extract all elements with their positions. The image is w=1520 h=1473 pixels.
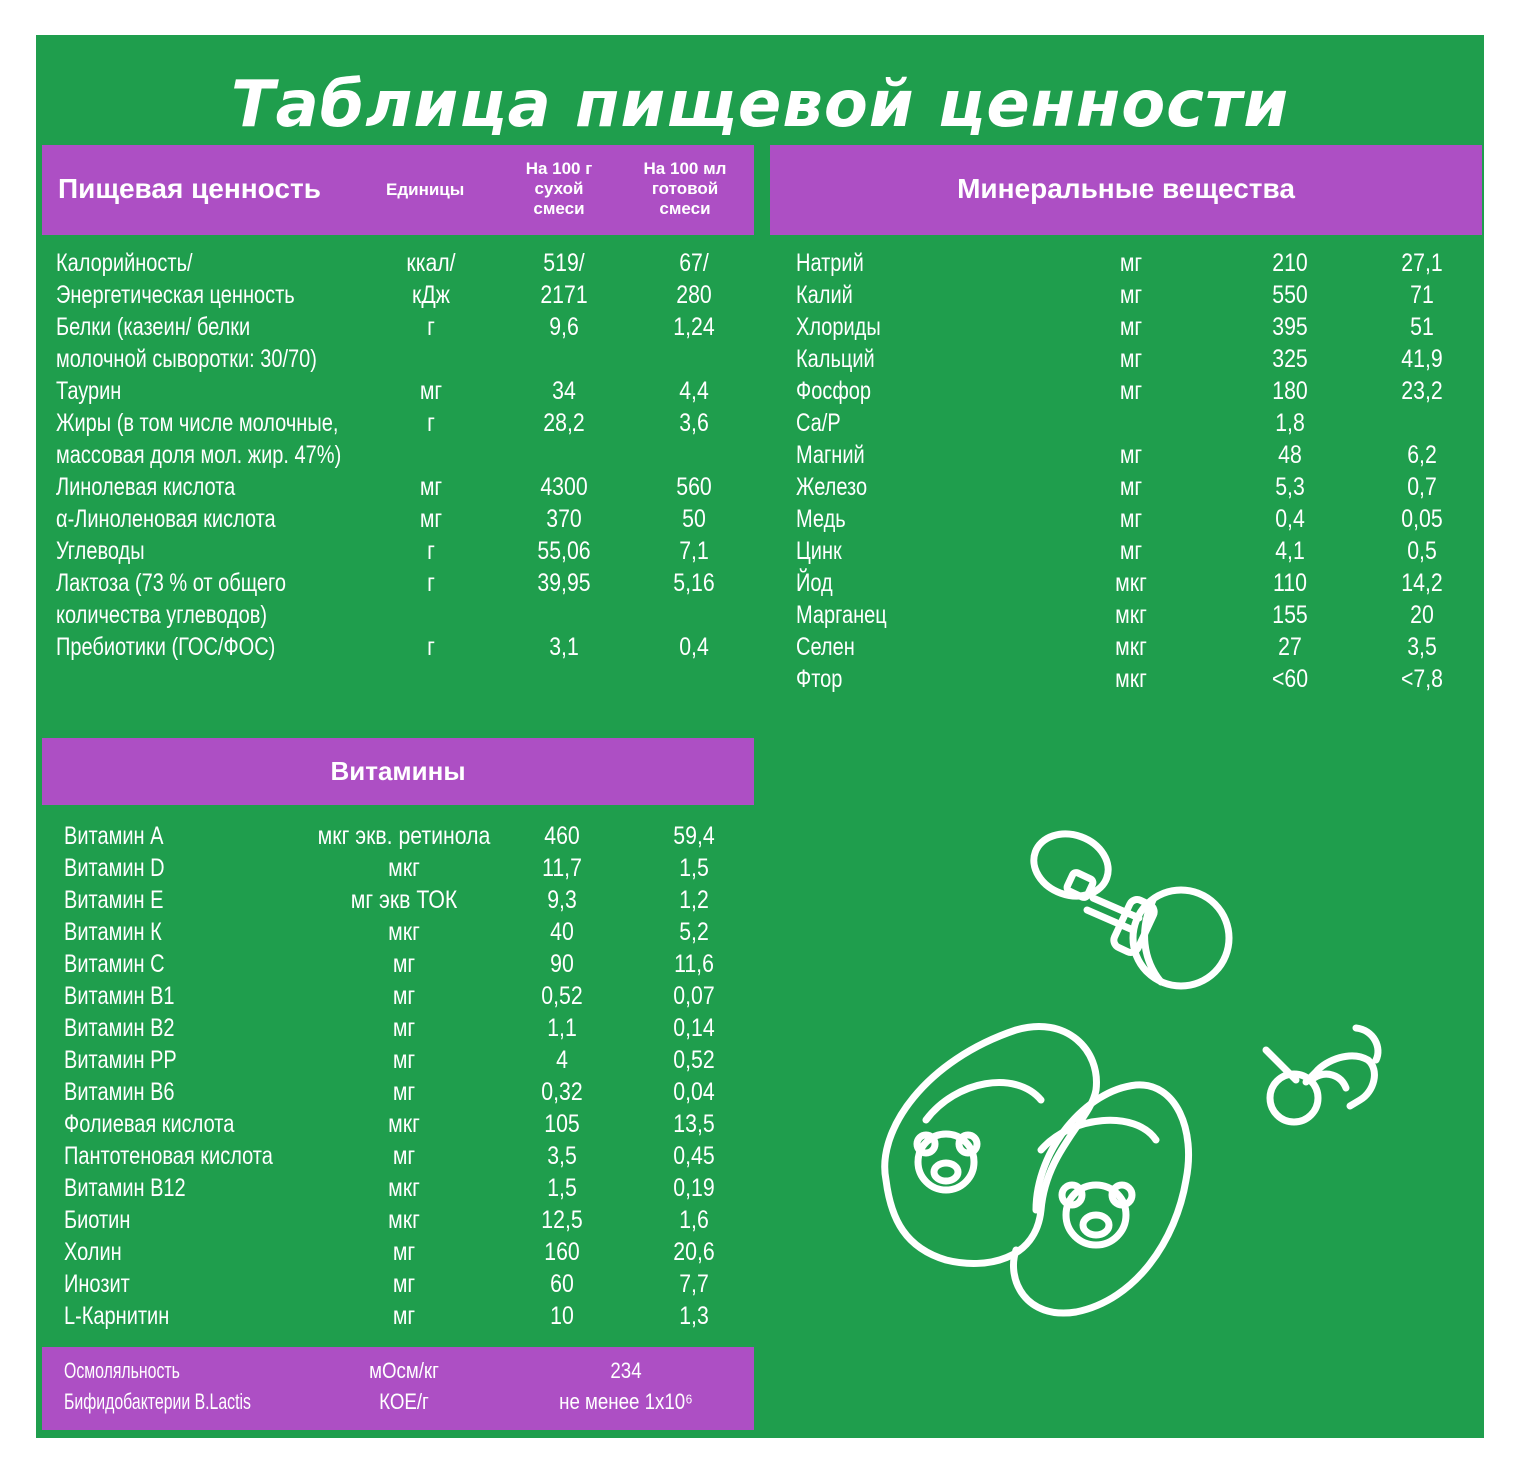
- baby-shoes-icon: [866, 1020, 1196, 1320]
- mineral-row-unit: мкг: [1115, 601, 1147, 629]
- vitamin-row-per100ml: 0,19: [673, 1174, 715, 1202]
- vitamin-row-per100ml: 0,04: [673, 1078, 715, 1106]
- vitamin-row-name: Фолиевая кислота: [64, 1110, 235, 1138]
- nutrition-row-per100ml: 50: [682, 505, 706, 533]
- nutrition-row-per100g: 370: [546, 505, 582, 533]
- nutrition-row-name: Таурин: [56, 377, 122, 405]
- nutrition-row-per100g: 39,95: [537, 569, 591, 597]
- vitamin-row-name: Инозит: [64, 1270, 130, 1298]
- vitamin-row-unit: мг: [392, 1142, 416, 1170]
- vitamin-row-per100g: 0,52: [541, 982, 583, 1010]
- vitamin-row-name: Витамин В1: [64, 982, 175, 1010]
- nutrition-row-name: Энергетическая ценность: [56, 281, 295, 309]
- vitamin-row-per100ml: 13,5: [673, 1110, 715, 1138]
- nutrition-row-unit: мг: [419, 505, 443, 533]
- vitamin-row-per100g: 0,32: [541, 1078, 583, 1106]
- nutrition-row-name: Линолевая кислота: [56, 473, 236, 501]
- nutrition-row-name: Белки (казеин/ белки: [56, 313, 251, 341]
- vitamin-row-name: L-Карнитин: [64, 1302, 170, 1330]
- nutrition-row-name: Жиры (в том числе молочные,: [56, 409, 339, 437]
- nutrition-row-per100g: 34: [552, 377, 576, 405]
- per100ml-line-1: На 100 мл: [643, 159, 727, 178]
- nutrition-row-unit: г: [427, 313, 435, 341]
- nutrition-row-per100ml: 5,16: [673, 569, 715, 597]
- vitamin-row-per100g: 4: [556, 1046, 568, 1074]
- mineral-row-per100ml: 41,9: [1401, 345, 1443, 373]
- vitamin-row-per100g: 11,7: [542, 854, 582, 882]
- vitamin-row-per100ml: 59,4: [673, 822, 715, 850]
- mineral-row-name: Натрий: [796, 249, 864, 277]
- mineral-row-unit: мг: [1119, 441, 1143, 469]
- vitamin-row-unit: мг: [392, 1014, 416, 1042]
- nutrition-row-unit: г: [427, 409, 435, 437]
- vitamin-row-unit: мг: [392, 1046, 416, 1074]
- per100ml-line-3: смеси: [659, 199, 711, 218]
- mineral-row-per100ml: 6,2: [1407, 441, 1437, 469]
- vitamins-header-title: Витамины: [330, 756, 466, 786]
- nutrition-row-name: Пребиотики (ГОС/ФОС): [56, 633, 276, 661]
- nutrition-row-per100ml: 67/: [679, 249, 709, 277]
- mineral-row-name: Йод: [796, 569, 833, 597]
- vitamin-row-per100g: 60: [550, 1270, 574, 1298]
- vitamin-row-per100g: 160: [544, 1238, 580, 1266]
- mineral-row-name: Железо: [796, 473, 868, 501]
- nutrition-row-unit: мг: [419, 473, 443, 501]
- vitamin-row-name: Витамин В12: [64, 1174, 186, 1202]
- mineral-row-per100ml: <7,8: [1401, 665, 1443, 693]
- rattle-icon: [1021, 820, 1241, 1010]
- mineral-row-per100g: 550: [1272, 281, 1308, 309]
- mineral-row-name: Марганец: [796, 601, 887, 629]
- vitamins-header: [42, 738, 754, 805]
- nutrition-row-name: молочной сыворотки: 30/70): [56, 345, 317, 373]
- mineral-row-unit: мг: [1119, 313, 1143, 341]
- minerals-header: [770, 145, 1482, 235]
- vitamin-row-per100ml: 1,6: [679, 1206, 709, 1234]
- nutrition-row-name: массовая доля мол. жир. 47%): [56, 441, 342, 469]
- mineral-row-per100g: 395: [1272, 313, 1308, 341]
- mineral-row-per100g: 155: [1272, 601, 1308, 629]
- nutrition-header: [42, 145, 754, 235]
- mineral-row-per100ml: 3,5: [1407, 633, 1437, 661]
- mineral-row-name: Медь: [796, 505, 846, 533]
- mineral-row-per100g: 210: [1272, 249, 1308, 277]
- footer-row-value: 234: [610, 1358, 642, 1383]
- mineral-row-per100g: 1,8: [1275, 409, 1305, 437]
- mineral-row-unit: мкг: [1115, 633, 1147, 661]
- vitamin-row-name: Витамин РР: [64, 1046, 177, 1074]
- mineral-row-per100g: 5,3: [1275, 473, 1305, 501]
- nutrition-row-unit: кДж: [412, 281, 450, 309]
- per100ml-line-2: готовой: [651, 179, 719, 198]
- vitamin-row-per100ml: 5,2: [679, 918, 709, 946]
- per100g-line-2: сухой: [534, 179, 584, 198]
- vitamin-row-per100g: 1,5: [547, 1174, 577, 1202]
- vitamin-row-name: Биотин: [64, 1206, 131, 1234]
- mineral-row-per100g: 0,4: [1275, 505, 1305, 533]
- vitamin-row-name: Витамин С: [64, 950, 165, 978]
- minerals-header-title: Минеральные вещества: [957, 173, 1295, 204]
- vitamin-row-unit: мкг: [388, 1206, 420, 1234]
- nutrition-header-per100ml: [630, 159, 740, 219]
- mineral-row-per100ml: 51: [1410, 313, 1434, 341]
- mineral-row-name: Хлориды: [796, 313, 881, 341]
- mineral-row-name: Цинк: [796, 537, 842, 565]
- footer-row-unit: КОЕ/г: [379, 1389, 429, 1414]
- mineral-row-unit: мг: [1119, 345, 1143, 373]
- vitamin-row-unit: мг экв ТОК: [350, 886, 458, 914]
- page-title: Таблица пищевой ценности: [230, 68, 1290, 142]
- nutrition-row-name: количества углеводов): [56, 601, 268, 629]
- vitamin-row-per100ml: 0,45: [673, 1142, 715, 1170]
- vitamin-row-per100g: 40: [550, 918, 574, 946]
- nutrition-row-name: Калорийность/: [56, 249, 193, 277]
- mineral-row-per100g: 110: [1273, 569, 1307, 597]
- vitamin-row-name: Витамин D: [64, 854, 165, 882]
- nutrition-row-name: α-Линоленовая кислота: [56, 505, 276, 533]
- vitamin-row-unit: мг: [392, 1238, 416, 1266]
- nutrition-row-unit: мг: [419, 377, 443, 405]
- pacifier-icon: [1256, 1020, 1386, 1140]
- nutrition-header-name: Пищевая ценность: [58, 173, 321, 204]
- vitamin-row-per100g: 90: [550, 950, 574, 978]
- mineral-row-per100ml: 0,7: [1407, 473, 1437, 501]
- nutrition-row-unit: г: [427, 633, 435, 661]
- mineral-row-unit: мг: [1119, 281, 1143, 309]
- vitamin-row-name: Витамин К: [64, 918, 162, 946]
- footer-row-name: Бифидобактерии B.Lactis: [64, 1389, 251, 1414]
- mineral-row-per100g: 4,1: [1275, 537, 1305, 565]
- vitamin-row-per100ml: 11,6: [674, 950, 714, 978]
- vitamin-row-per100ml: 1,2: [679, 886, 709, 914]
- mineral-row-name: Фосфор: [796, 377, 872, 405]
- nutrition-row-per100ml: 4,4: [679, 377, 709, 405]
- mineral-row-per100ml: 27,1: [1401, 249, 1443, 277]
- nutrition-row-per100ml: 560: [676, 473, 712, 501]
- vitamin-row-unit: мг: [392, 1078, 416, 1106]
- nutrition-row-per100g: 28,2: [543, 409, 585, 437]
- nutrition-header-per100g: [504, 159, 614, 219]
- mineral-row-per100g: 27: [1278, 633, 1302, 661]
- mineral-row-unit: мг: [1119, 537, 1143, 565]
- vitamin-row-unit: мкг: [388, 1110, 420, 1138]
- vitamin-row-per100g: 12,5: [541, 1206, 583, 1234]
- nutrition-row-per100g: 55,06: [537, 537, 591, 565]
- mineral-row-per100g: 325: [1272, 345, 1308, 373]
- nutrition-row-per100ml: 0,4: [679, 633, 709, 661]
- vitamin-row-name: Витамин В6: [64, 1078, 175, 1106]
- mineral-row-per100g: <60: [1271, 665, 1309, 693]
- nutrition-row-unit: г: [427, 537, 435, 565]
- vitamin-row-per100ml: 20,6: [673, 1238, 715, 1266]
- nutrition-row-name: Лактоза (73 % от общего: [56, 569, 287, 597]
- vitamin-row-per100ml: 0,07: [673, 982, 715, 1010]
- vitamin-row-per100ml: 1,5: [679, 854, 709, 882]
- nutrition-row-per100ml: 1,24: [673, 313, 715, 341]
- mineral-row-per100ml: 14,2: [1401, 569, 1443, 597]
- mineral-row-unit: мкг: [1115, 665, 1147, 693]
- nutrition-row-per100g: 3,1: [549, 633, 579, 661]
- vitamin-row-unit: мг: [392, 982, 416, 1010]
- mineral-row-unit: мг: [1119, 249, 1143, 277]
- vitamin-row-per100ml: 0,52: [673, 1046, 715, 1074]
- per100g-line-1: На 100 г: [525, 159, 593, 178]
- mineral-row-name: Калий: [796, 281, 853, 309]
- vitamin-row-unit: мкг: [388, 918, 420, 946]
- mineral-row-name: Са/Р: [796, 409, 841, 437]
- mineral-row-per100g: 48: [1278, 441, 1302, 469]
- vitamin-row-name: Витамин В2: [64, 1014, 175, 1042]
- mineral-row-per100ml: 0,05: [1401, 505, 1443, 533]
- mineral-row-unit: мг: [1119, 377, 1143, 405]
- vitamin-row-unit: мкг экв. ретинола: [317, 822, 491, 850]
- vitamin-row-name: Витамин Е: [64, 886, 164, 914]
- nutrition-row-unit: г: [427, 569, 435, 597]
- vitamin-row-per100g: 105: [544, 1110, 580, 1138]
- nutrition-row-name: Углеводы: [56, 537, 145, 565]
- vitamin-row-unit: мг: [392, 1270, 416, 1298]
- vitamin-row-per100g: 3,5: [547, 1142, 577, 1170]
- vitamin-row-per100ml: 0,14: [673, 1014, 715, 1042]
- nutrition-row-per100g: 9,6: [549, 313, 579, 341]
- nutrition-row-per100g: 2171: [540, 281, 588, 309]
- nutrition-row-per100ml: 7,1: [679, 537, 709, 565]
- vitamin-row-unit: мг: [392, 1302, 416, 1330]
- vitamin-row-per100g: 10: [550, 1302, 574, 1330]
- footer-row-unit: мОсм/кг: [369, 1358, 439, 1383]
- mineral-row-name: Магний: [796, 441, 865, 469]
- vitamin-row-name: Холин: [64, 1238, 122, 1266]
- mineral-row-per100ml: 71: [1410, 281, 1434, 309]
- mineral-row-per100ml: 0,5: [1407, 537, 1437, 565]
- mineral-row-name: Кальций: [796, 345, 875, 373]
- nutrition-panel: [36, 35, 1484, 1438]
- vitamin-row-per100ml: 7,7: [679, 1270, 709, 1298]
- vitamin-row-per100g: 1,1: [547, 1014, 577, 1042]
- vitamin-row-unit: мг: [392, 950, 416, 978]
- vitamin-row-name: Пантотеновая кислота: [64, 1142, 273, 1170]
- vitamin-row-unit: мкг: [388, 1174, 420, 1202]
- vitamin-row-per100ml: 1,3: [679, 1302, 709, 1330]
- nutrition-row-unit: ккал/: [406, 249, 456, 277]
- mineral-row-unit: мг: [1119, 505, 1143, 533]
- footer-row-name: Осмоляльность: [64, 1358, 180, 1383]
- vitamin-row-name: Витамин А: [64, 822, 164, 850]
- mineral-row-unit: мг: [1119, 473, 1143, 501]
- nutrition-row-per100ml: 3,6: [679, 409, 709, 437]
- vitamin-row-unit: мкг: [388, 854, 420, 882]
- mineral-row-name: Фтор: [796, 665, 843, 693]
- nutrition-row-per100g: 519/: [543, 249, 585, 277]
- vitamin-row-per100g: 460: [544, 822, 580, 850]
- mineral-row-unit: мкг: [1115, 569, 1147, 597]
- footer-row-value: не менее 1х10⁶: [559, 1389, 693, 1414]
- per100g-line-3: смеси: [533, 199, 585, 218]
- mineral-row-per100g: 180: [1272, 377, 1308, 405]
- vitamin-row-per100g: 9,3: [547, 886, 577, 914]
- nutrition-row-per100ml: 280: [676, 281, 712, 309]
- mineral-row-per100ml: 23,2: [1401, 377, 1443, 405]
- mineral-row-name: Селен: [796, 633, 855, 661]
- nutrition-row-per100g: 4300: [540, 473, 588, 501]
- nutrition-header-units: Единицы: [386, 180, 465, 199]
- mineral-row-per100ml: 20: [1410, 601, 1434, 629]
